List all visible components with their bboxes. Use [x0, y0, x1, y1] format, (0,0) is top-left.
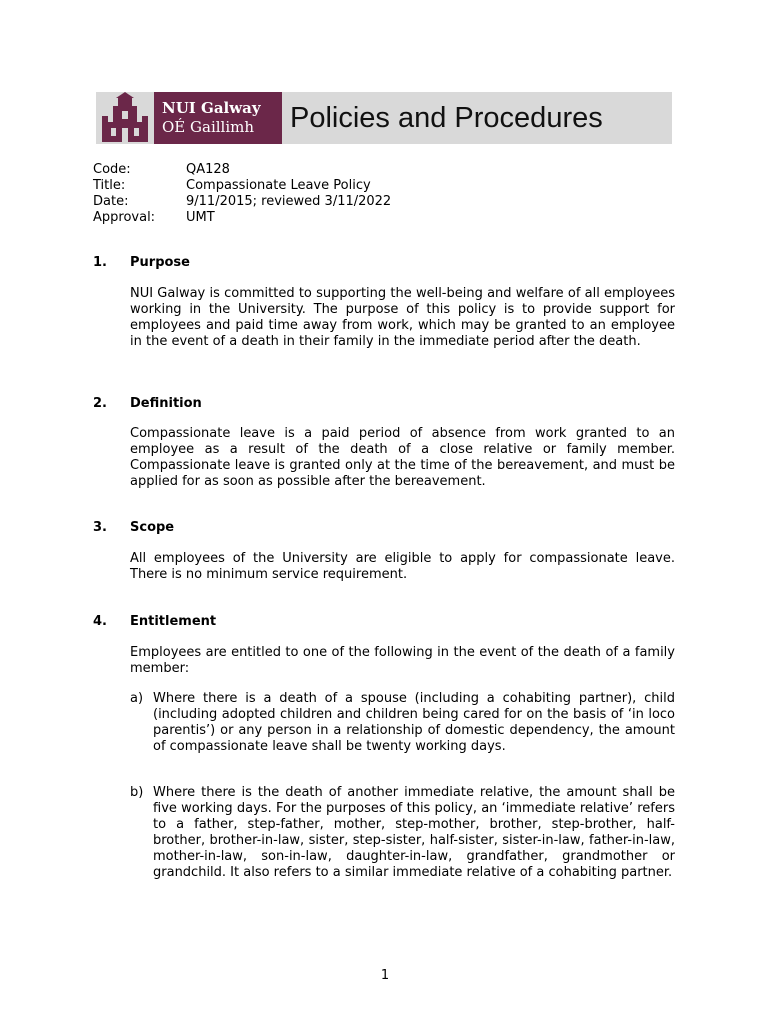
- section-number: 2.: [93, 396, 107, 411]
- meta-title: [93, 178, 391, 194]
- meta-key: Approval:: [93, 210, 156, 225]
- section-heading-scope: [93, 520, 174, 535]
- meta-value: QA128: [186, 162, 230, 177]
- meta-key: Code:: [93, 162, 131, 177]
- logo-name-english: NUI Galway: [162, 99, 261, 117]
- policy-meta: [93, 162, 391, 226]
- meta-key: Title:: [93, 178, 126, 193]
- meta-approval: [93, 210, 391, 226]
- section-title: Definition: [130, 396, 202, 411]
- meta-value: Compassionate Leave Policy: [186, 178, 371, 193]
- list-item: [130, 785, 675, 881]
- meta-value: UMT: [186, 210, 215, 225]
- section-number: 4.: [93, 614, 107, 629]
- section-title: Entitlement: [130, 614, 217, 629]
- header-banner: [96, 92, 672, 144]
- university-logo: [96, 92, 282, 144]
- meta-key: Date:: [93, 194, 129, 209]
- section-text-definition: Compassionate leave is a paid period of absence from work granted to an employee as a result of the death of a close relative or family member. Compassionate leave is granted only at the time of the bereavement, and must be applied for as soon as possible after the bereavement.: [130, 426, 675, 489]
- section-text-entitlement: Employees are entitled to one of the following in the event of the death of a family member:: [130, 645, 675, 676]
- list-marker: a): [130, 691, 144, 706]
- section-number: 1.: [93, 255, 107, 270]
- logo-name-irish: OÉ Gaillimh: [162, 118, 255, 136]
- list-item: [130, 691, 675, 755]
- page-title: Policies and Procedures: [282, 92, 672, 144]
- section-text-scope: All employees of the University are eligible to apply for compassionate leave. There is no minimum service requirement.: [130, 551, 675, 582]
- meta-code: [93, 162, 391, 178]
- meta-date: [93, 194, 391, 210]
- meta-value: 9/11/2015; reviewed 3/11/2022: [186, 194, 392, 209]
- list-marker: b): [130, 785, 144, 800]
- section-heading-entitlement: [93, 614, 216, 629]
- section-heading-definition: [93, 396, 202, 411]
- section-title: Purpose: [130, 255, 190, 270]
- list-text: Where there is the death of another immediate relative, the amount shall be five working days. For the purposes of this policy, an ‘immediate relative’ refers to a father, step-father, mother, step-mother, brother, step-brother, half-brother, brother-in-law, sister, step-sister, half-sister, sister-in-law, father-in-law, mother-in-law, son-in-law, daughter-in-law, grandfather, grandmother or grandchild. It also refers to a similar immediate relative of a cohabiting partner.: [153, 785, 675, 880]
- section-number: 3.: [93, 520, 107, 535]
- section-text-purpose: NUI Galway is committed to supporting the well-being and welfare of all employees working in the University. The purpose of this policy is to provide support for employees and paid time away from work, which may be granted to an employee in the event of a death in their family in the immediate period after the death.: [130, 286, 675, 349]
- section-heading-purpose: [93, 255, 190, 270]
- page-number: 1: [380, 968, 390, 983]
- section-title: Scope: [130, 520, 175, 535]
- quadrangle-tower-icon: [96, 92, 154, 144]
- list-text: Where there is a death of a spouse (including a cohabiting partner), child (including adopted children and children being cared for on the basis of ‘in loco parentis’) or any person in a relationship of domestic dependency, the amount of compassionate leave shall be twenty working days.: [153, 691, 675, 754]
